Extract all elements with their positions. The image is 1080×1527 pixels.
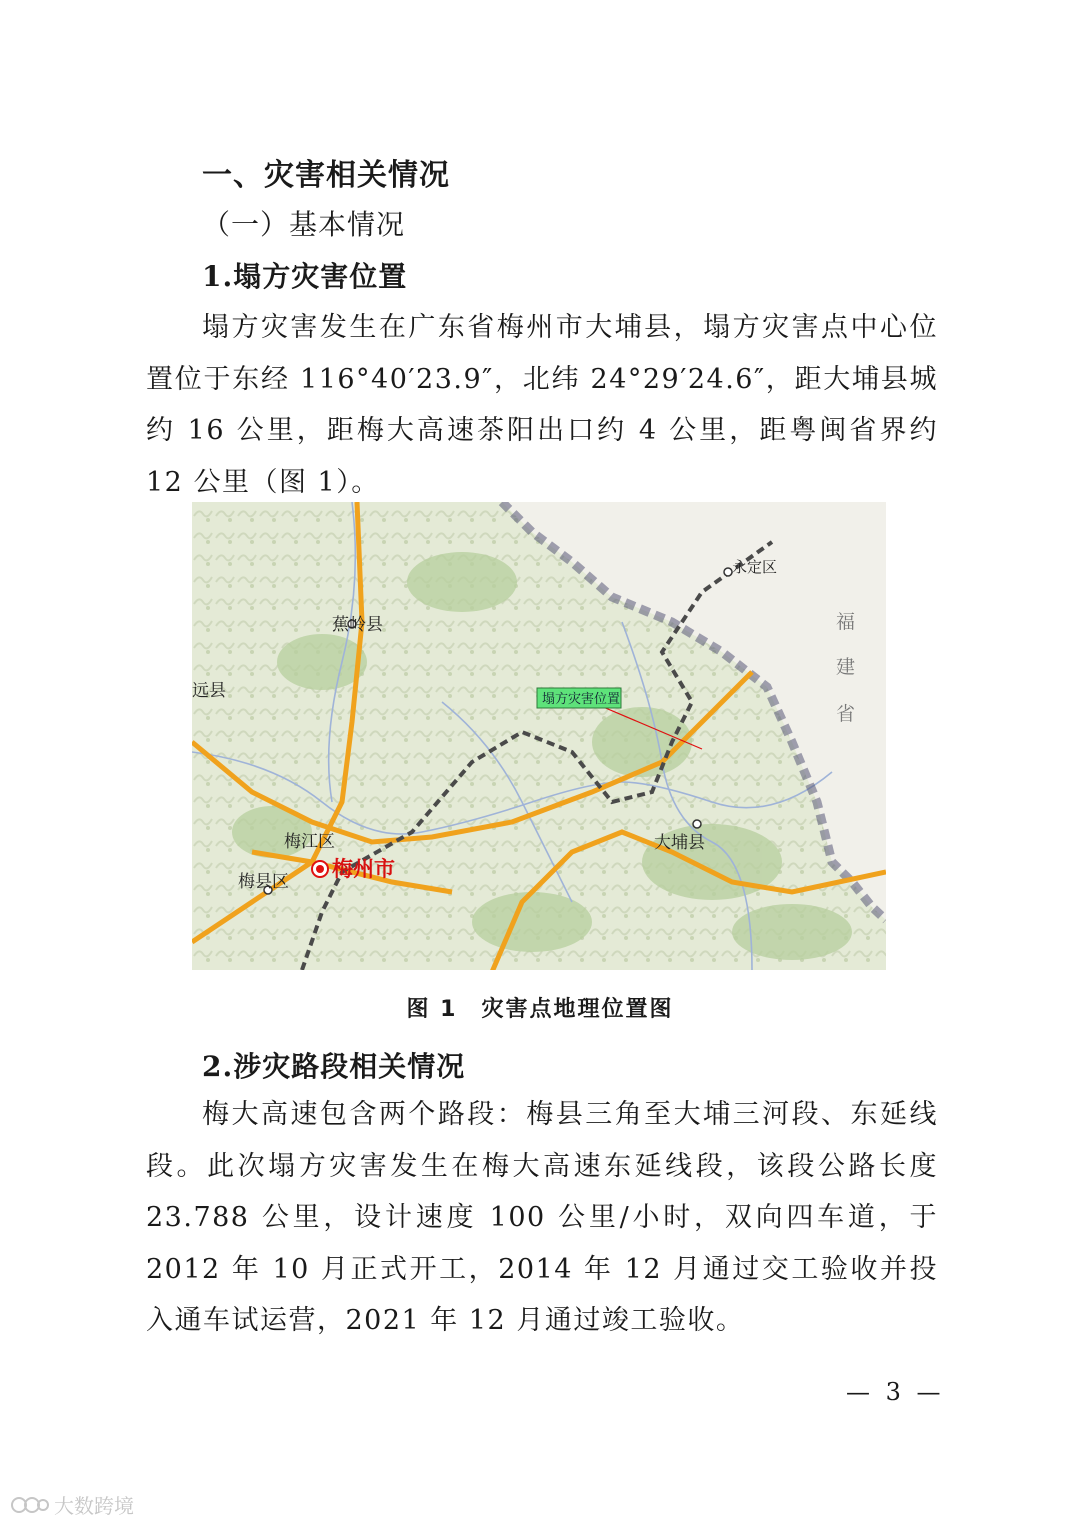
city-marker-dabu [693, 820, 701, 828]
subsection-heading: （一）基本情况 [202, 208, 406, 241]
label-yuanxian: 远县 [192, 681, 226, 701]
label-dabu: 大埔县 [654, 833, 705, 853]
item-heading-location: 1.塌方灾害位置 [202, 260, 408, 293]
location-map [192, 502, 886, 970]
label-fujian-2: 建 [836, 656, 856, 678]
item-heading-road: 2.涉灾路段相关情况 [202, 1050, 466, 1083]
watermark-logo-icon [10, 1494, 50, 1516]
figure-caption: 图 1 灾害点地理位置图 [406, 997, 674, 1022]
city-marker-yongding [724, 568, 732, 576]
label-fujian-1: 福 [836, 611, 856, 633]
road-paragraph: 梅大高速包含两个路段：梅县三角至大埔三河段、东延线段。此次塌方灾害发生在梅大高速东延线段，该段公路长度 23.788 公里，设计速度 100 公里/小时，双向四车道，于 2012 年 10 月正式开工，2014 年 12 月通过交工验收并投入通车试运营，2021 年 12 月通过竣工验收。 [146, 1099, 938, 1336]
label-meixian: 梅县区 [238, 872, 289, 892]
label-meijiang: 梅江区 [284, 832, 335, 852]
disaster-callout-label: 塌方灾害位置 [542, 692, 621, 707]
city-marker-meizhou [312, 861, 328, 877]
page-number: — 3 — [846, 1378, 945, 1406]
label-jiaoling: 蕉岭县 [332, 615, 383, 635]
watermark [10, 1490, 134, 1519]
watermark-text: 大数跨境 [54, 1494, 134, 1518]
location-paragraph: 塌方灾害发生在广东省梅州市大埔县，塌方灾害点中心位置位于东经 116°40′23.9″，北纬 24°29′24.6″，距大埔县城约 16 公里，距梅大高速茶阳出口约 4 公里，距粤闽省界约 12 公里（图 1）。 [146, 312, 938, 498]
label-fujian-3: 省 [836, 703, 856, 725]
label-meizhou: 梅州市 [332, 857, 395, 881]
label-yongding: 永定区 [732, 558, 778, 576]
section-heading: 一、灾害相关情况 [202, 158, 450, 193]
